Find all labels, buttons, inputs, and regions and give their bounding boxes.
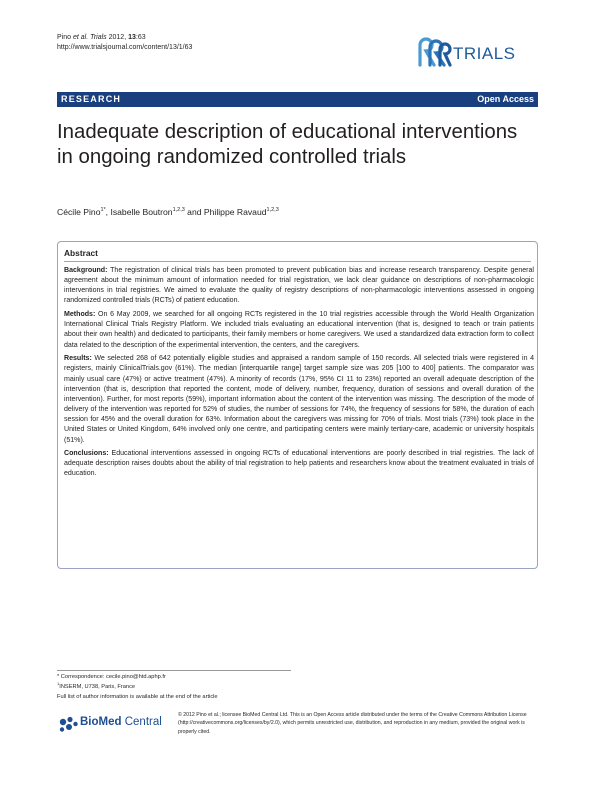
section-text: We selected 268 of 642 potentially eligible studies and appraised a random sample of 150 records. All selected trials were registered in 4 registers, mainly ClinicalTrials.gov (61%). The median [interquartile range] target sample size was 205 [100 to 400] patients. The comparator was mainly usual care (47%) or active treatment (47%). A minority of records (17%, 95% CI 11 to 23%) reported an overall adequate description of the intervention (that is, description that reported the content, mode of delivery, number, frequency, duration of sessions and overall duration of the intervention). Further, for most reports (59%), important information about the content of the intervention was missing. The description of the mode of delivery of the intervention was reported for 52% of studies, the number of sessions for 74%, the frequency of sessions for 58%, the duration of each session for 45% and the overall duration for 63%. Information about the caregivers was missing for 70% of trials. Most trials (73%) took place in the United States or United Kingdom, 64% involved only one centre, and participating centers were mainly tertiary-care, academic or university hospitals (51%). <box>64 355 534 444</box>
affiliation-number: 1 <box>57 680 60 686</box>
abstract-background <box>64 266 534 307</box>
citation-year: 2012, <box>106 34 129 41</box>
journal-logo-text: TRIALS <box>453 44 516 63</box>
section-text: The registration of clinical trials has been promoted to prevent publication bias and increase research transparency. Despite general agreement about the minimum amount of information needed for trial registration, we lack clear guidance on descriptions of non-pharmacologic interventions in trial registries. We aimed to evaluate the quality of registry descriptions of non-pharmacologic interventions assessed in ongoing randomized controlled trials (RCTs) of patient education. <box>64 267 534 305</box>
citation-article: :63 <box>135 34 146 41</box>
publisher-logo-light: Central <box>121 716 162 728</box>
footnote-divider <box>57 670 291 671</box>
publisher-logo-text <box>80 716 162 728</box>
citation-volume: 13 <box>128 34 136 41</box>
author-separator: and <box>184 207 204 217</box>
section-text: On 6 May 2009, we searched for all ongoing RCTs registered in the 10 trial registries accessible through the World Health Organization International Clinical Trials Registry Platform. We included trials evaluating an educational intervention (that is, designed to teach or train patients about their own health) and dedicated to participants, their family members or home caregivers. We used a standardized data extraction form to collect data related to the description of the experimental intervention, the centers, and the caregivers. <box>64 311 534 349</box>
author-affiliation: 1* <box>100 207 106 214</box>
section-label: Results: <box>64 355 92 363</box>
abstract-conclusions <box>64 449 534 479</box>
section-text: Educational interventions assessed in ongoing RCTs of educational interventions are poorly described in trial registries. The lack of adequate description raises doubts about the ability of trial registration to help patients and researchers know about the treatment evaluated in trials of education. <box>64 450 534 478</box>
abstract-results <box>64 354 534 445</box>
abstract-methods <box>64 310 534 351</box>
citation-journal: et al. Trials <box>72 34 107 41</box>
section-label: Background: <box>64 267 108 274</box>
open-access-label: Open Access <box>477 94 534 104</box>
author-affiliation: 1,2,3 <box>172 207 185 214</box>
section-banner <box>57 92 538 107</box>
correspondence-email[interactable]: * Correspondence: cecile.pino@htd.aphp.fr <box>57 674 166 680</box>
author-name[interactable]: Cécile Pino <box>57 207 101 217</box>
citation-line <box>57 33 192 43</box>
publisher-logo-bold: BioMed <box>80 716 122 728</box>
citation-prefix: Pino <box>57 34 73 41</box>
author-separator: , <box>105 207 111 217</box>
abstract-box <box>57 241 538 569</box>
author-info-note: Full list of author information is available at the end of the article <box>57 693 218 700</box>
article-title: Inadequate description of educational interventions in ongoing randomized controlled trials <box>57 121 518 168</box>
section-label: Conclusions: <box>64 450 109 458</box>
author-name[interactable]: Philippe Ravaud <box>203 207 267 217</box>
license-text: © 2012 Pino et al.; licensee BioMed Central Ltd. This is an Open Access article distributed under the terms of the Creative Commons Attribution License (http://creativecommons.org/licenses/by/2.0), which permits unrestricted use, distribution, and reproduction in any medium, provided the original work is properly cited. <box>178 712 527 735</box>
author-name[interactable]: Isabelle Boutron <box>110 207 173 217</box>
section-label: Methods: <box>64 311 96 319</box>
abstract-heading: Abstract <box>64 248 98 258</box>
affiliation-line <box>57 680 218 693</box>
affiliation-text: INSERM, U738, Paris, France <box>59 683 136 690</box>
footnotes <box>57 673 218 702</box>
citation-block <box>57 33 192 53</box>
article-url-link[interactable]: http://www.trialsjournal.com/content/13/1/63 <box>57 44 193 51</box>
author-list <box>57 207 279 217</box>
author-affiliation: 1,2,3 <box>266 207 279 214</box>
abstract-body <box>64 266 534 483</box>
section-label: RESEARCH <box>61 94 122 104</box>
abstract-divider <box>64 261 531 262</box>
